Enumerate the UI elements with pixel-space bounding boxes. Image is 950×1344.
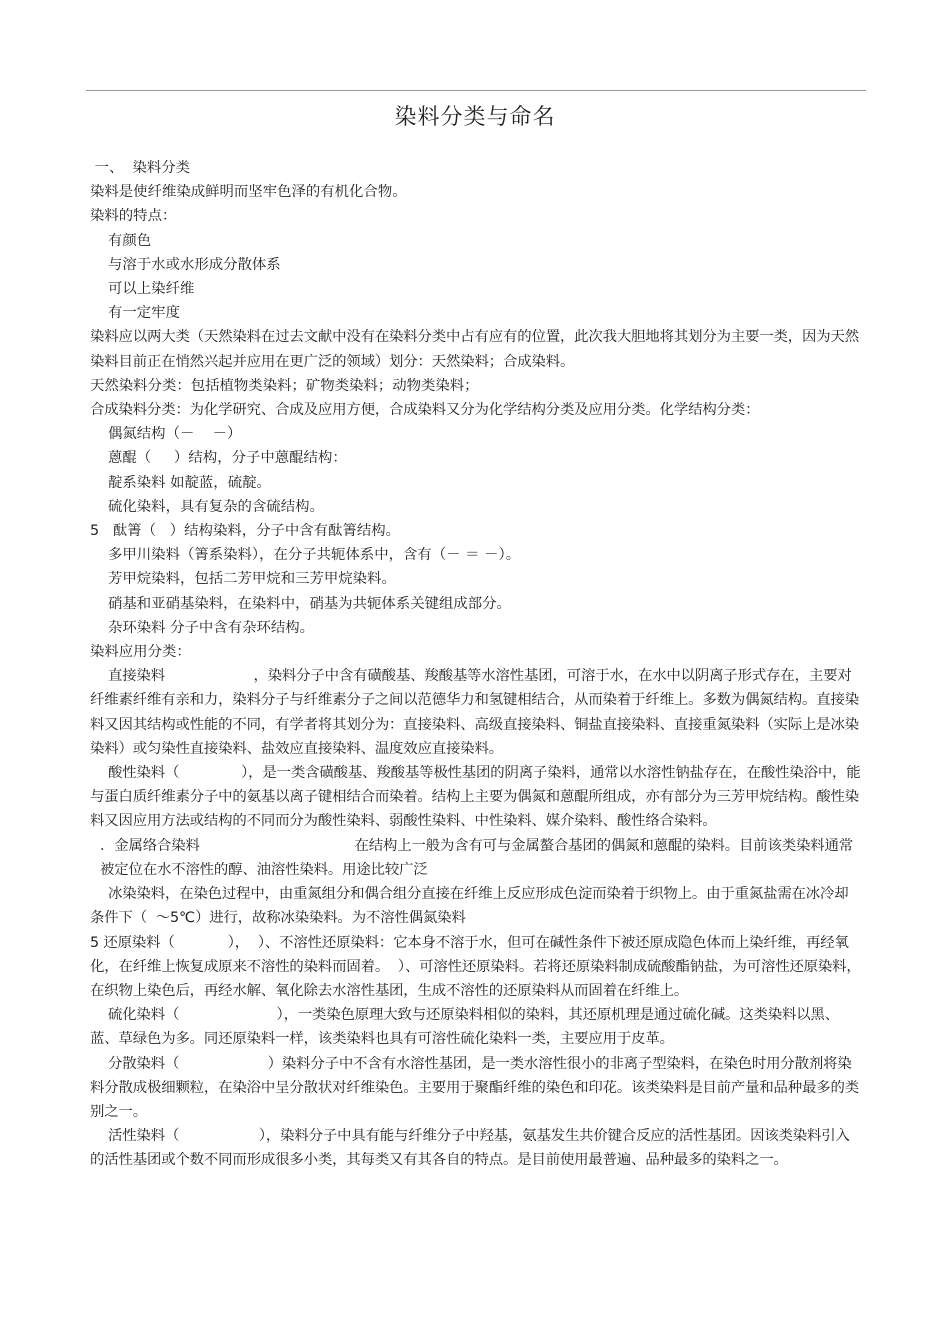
list-item: 多甲川染料（箐系染料），在分子共轭体系中，含有（－ ＝ －）。 — [108, 547, 521, 564]
list-item: 偶氮结构（－ －） — [108, 426, 242, 443]
paragraph: 染料应以两大类（天然染料在过去文献中没有在染料分类中占有应有的位置，此次我大胆地将其划分为主要一类，因为天然染料目前正在悄然兴起并应用在更广泛的领域）划分：天然染料；合成染料。 — [90, 329, 859, 370]
paragraph: 硫化染料（ ），一类染色原理大致与还原染料相似的染料，其还原机理是通过硫化碱。这类染料以黑、蓝、草绿色为多。同还原染料一样，该类染料也具有可溶性硫化染料一类，主要应用于皮革。 — [90, 1007, 839, 1048]
paragraph: 活性染料（ ），染料分子中具有能与纤维分子中羟基，氨基发生共价键合反应的活性基团。因该类染料引入的活性基团或个数不同而形成很多小类，其每类又有其各自的特点。是目前使用最普遍、品种最多的染料之一。 — [90, 1128, 850, 1169]
header-rule — [86, 90, 866, 91]
list-item: 杂环染料 分子中含有杂环结构。 — [108, 619, 315, 636]
paragraph: 冰染染料，在染色过程中，由重氮组分和偶合组分直接在纤维上反应形成色淀而染着于织物上。由于重氮盐需在冰冷却条件下（ ～5℃）进行，故称冰染染料。为不溶性偶氮染料 — [90, 886, 849, 927]
list-item: 有颜色 — [108, 232, 152, 249]
paragraph: 5 还原染料（ ）， ）、不溶性还原染料：它本身不溶于水，但可在碱性条件下被还原成隐色体而上染纤维，再经氧化，在纤维上恢复成原来不溶性的染料而固着。 ）、可溶性还原染料。若将还原染料制成硫酸酯钠盐，为可溶性还原染料，在织物上染色后，再经水解、氧化除去水溶性基团，生成不溶性的还原染料从而固着在纤维上。 — [90, 934, 861, 999]
paragraph: ．金属络合染料 在结构上一般为含有可与金属螯合基团的偶氮和蒽醌的染料。目前该类染料通常被定位在水不溶性的醇、油溶性染料。用途比较广泛 — [100, 837, 853, 878]
paragraph: 染料是使纤维染成鲜明而坚牢色泽的有机化合物。 — [90, 184, 407, 201]
paragraph: 合成染料分类：为化学研究、合成及应用方便，合成染料又分为化学结构分类及应用分类。化学结构分类： — [90, 402, 760, 419]
paragraph: 酸性染料（ ），是一类含磺酸基、羧酸基等极性基团的阴离子染料，通常以水溶性钠盐存在，在酸性染浴中，能与蛋白质纤维素分子中的氨基以离子键相结合而染着。结构上主要为偶氮和蒽醌所组成，亦有部分为三芳甲烷结构。酸性染料又因应用方法或结构的不同而分为酸性染料、弱酸性染料、中性染料、媒介染料、酸性络合染料。 — [90, 765, 861, 830]
section-heading: 一、 染料分类 — [90, 160, 191, 176]
paragraph: 染料应用分类： — [90, 644, 191, 661]
document-body — [90, 156, 862, 1173]
list-item: 硫化染料，具有复杂的含硫结构。 — [108, 498, 324, 515]
page-title: 染料分类与命名 — [394, 105, 556, 130]
list-item: 靛系染料 如靛蓝，硫靛。 — [108, 474, 271, 491]
list-item: 5 酞箐（ ）结构染料，分子中含有酞箐结构。 — [90, 523, 401, 540]
paragraph: 染料的特点： — [90, 208, 177, 225]
list-item: 蒽醌（ ）结构，分子中蒽醌结构： — [108, 450, 347, 467]
list-item: 芳甲烷染料，包括二芳甲烷和三芳甲烷染料。 — [108, 571, 396, 588]
paragraph: 分散染料（ ）染料分子中不含有水溶性基团，是一类水溶性很小的非离子型染料，在染色时用分散剂将染料分散成极细颗粒，在染浴中呈分散状对纤维染色。主要用于聚酯纤维的染色和印花。该类染料是目前产量和品种最多的类别之一。 — [90, 1055, 859, 1120]
list-item: 有一定牢度 — [108, 305, 180, 322]
paragraph: 直接染料 ，染料分子中含有磺酸基、羧酸基等水溶性基团，可溶于水，在水中以阴离子形式存在，主要对纤维素纤维有亲和力，染料分子与纤维素分子之间以范德华力和氢键相结合，从而染着于纤维上。多数为偶氮结构。直接染料又因其结构或性能的不同，有学者将其划分为：直接染料、高级直接染料、铜盐直接染料、直接重氮染料（实际上是冰染染料）或匀染性直接染料、盐效应直接染料、温度效应直接染料。 — [90, 668, 859, 757]
list-item: 与溶于水或水形成分散体系 — [108, 256, 281, 273]
list-item: 硝基和亚硝基染料，在染料中，硝基为共轭体系关键组成部分。 — [108, 595, 511, 612]
list-item: 可以上染纤维 — [108, 281, 195, 298]
paragraph: 天然染料分类：包括植物类染料；矿物类染料；动物类染料； — [90, 377, 479, 394]
